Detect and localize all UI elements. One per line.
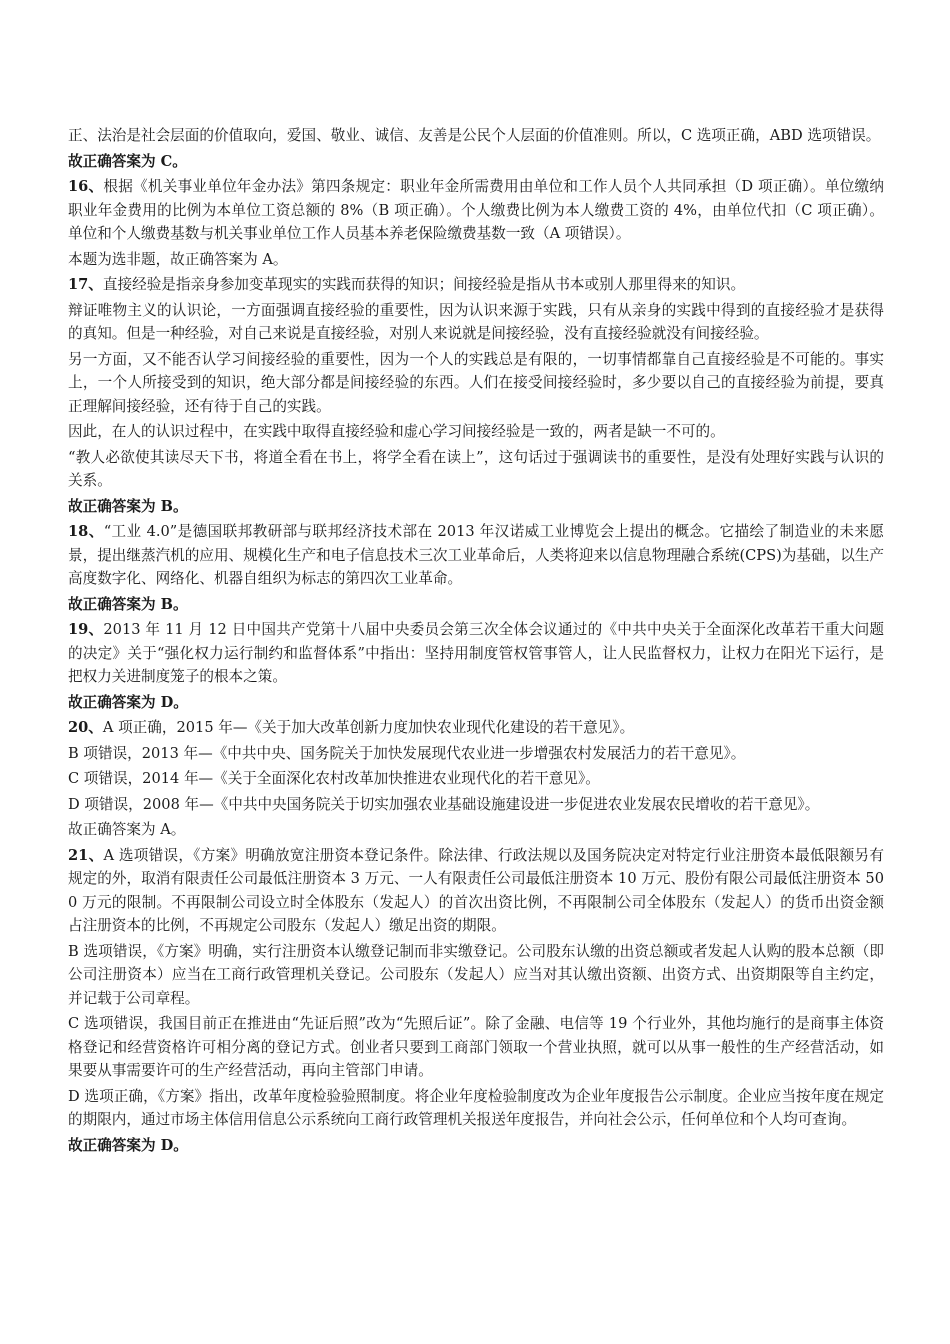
- question-item: [68, 520, 884, 591]
- question-text: 直接经验是指亲身参加变革现实的实践而获得的知识；间接经验是指从书本或别人那里得来的知识。: [102, 276, 746, 293]
- document-page: [68, 124, 884, 1159]
- paragraph: 正、法治是社会层面的价值取向，爱国、敬业、诚信、友善是公民个人层面的价值准则。所以，C 选项正确，ABD 选项错误。: [68, 127, 881, 144]
- question-text: “工业 4.0”是德国联邦教研部与联邦经济技术部在 2013 年汉诺威工业博览会上提出的概念。它描绘了制造业的未来愿景，提出继蒸汽机的应用、规模化生产和电子信息技术三次工业革命后，人类将迎来以信息物理融合系统(CPS)为基础，以生产高度数字化、网络化、机器自组织为标志的第四次工业革命。: [68, 523, 884, 587]
- question-text: A 选项错误，《方案》明确放宽注册资本登记条件。除法律、行政法规以及国务院决定对特定行业注册资本最低限额另有规定的外，取消有限责任公司最低注册资本 3 万元、一人有限责任公司最低注册资本 10 万元、股份有限公司最低注册资本 500 万元的限制。不再限制公司设立时全体股东（发起人）的首次出资比例，不再限制公司全体股东（发起人）的货币出资金额占注册资本的比例，不再规定公司股东（发起人）缴足出资的期限。: [68, 846, 884, 934]
- paragraph: 另一方面，又不能否认学习间接经验的重要性，因为一个人的实践总是有限的，一切事情都靠自己直接经验是不可能的。事实上，一个人所接受到的知识，绝大部分都是间接经验的东西。人们在接受间接经验时，多少要以自己的直接经验为前提，要真正理解间接经验，还有待于自己的实践。: [68, 350, 884, 415]
- question-text: A 项正确，2015 年—《关于加大改革创新力度加快农业现代化建设的若干意见》。: [102, 719, 635, 736]
- question-number: 18、: [68, 523, 104, 540]
- question-number: 21、: [68, 846, 104, 864]
- question-item: [68, 844, 884, 938]
- answer-line: 故正确答案为 B。: [68, 595, 188, 613]
- question-number: 17、: [68, 276, 103, 293]
- paragraph: B 选项错误，《方案》明确，实行注册资本认缴登记制而非实缴登记。公司股东认缴的出资总额或者发起人认购的股本总额（即公司注册资本）应当在工商行政管理机关登记。公司股东（发起人）应当对其认缴出资额、出资方式、出资期限等自主约定，并记载于公司章程。: [68, 942, 884, 1007]
- paragraph: 本题为选非题，故正确答案为 A。: [68, 250, 288, 268]
- question-item: [68, 618, 884, 689]
- answer-line: 故正确答案为 B。: [68, 497, 188, 515]
- paragraph: 辩证唯物主义的认识论，一方面强调直接经验的重要性，因为认识来源于实践，只有从亲身的实践中得到的直接经验才是获得的真知。但是一种经验，对自己来说是直接经验，对别人来说就是间接经验，没有直接经验就没有间接经验。: [68, 301, 884, 342]
- question-item: [68, 175, 884, 246]
- paragraph: C 选项错误，我国目前正在推进由“先证后照”改为“先照后证”。除了金融、电信等 19 个行业外，其他均施行的是商事主体资格登记和经营资格许可相分离的登记方式。创业者只要到工商部门领取一个营业执照，就可以从事一般性的生产经营活动，如果要从事需要许可的生产经营活动，再向主管部门申请。: [68, 1015, 884, 1079]
- question-text: 根据《机关事业单位年金办法》第四条规定：职业年金所需费用由单位和工作人员个人共同承担（D 项正确）。单位缴纳职业年金费用的比例为本单位工资总额的 8%（B 项正确）。个人缴费比例为本人缴费工资的 4%，由单位代扣（C 项正确）。单位和个人缴费基数与机关事业单位工作人员基本养老保险缴费基数一致（A 项错误）。: [68, 178, 884, 242]
- paragraph: B 项错误，2013 年—《中共中央、国务院关于加快发展现代农业进一步增强农村发展活力的若干意见》。: [68, 744, 746, 762]
- question-item: [68, 716, 884, 740]
- question-number: 16、: [68, 178, 104, 195]
- question-number: 19、: [68, 621, 104, 638]
- paragraph: “教人必欲使其读尽天下书，将道全看在书上，将学全看在读上”，这句话过于强调读书的重要性，是没有处理好实践与认识的关系。: [68, 448, 884, 489]
- question-text: 2013 年 11 月 12 日中国共产党第十八届中央委员会第三次全体会议通过的《中共中央关于全面深化改革若干重大问题的决定》关于“强化权力运行制约和监督体系”中指出：坚持用制度管权管事管人，让人民监督权力，让权力在阳光下运行，是把权力关进制度笼子的根本之策。: [68, 621, 885, 685]
- answer-line: 故正确答案为 A。: [68, 821, 186, 838]
- question-item: [68, 273, 884, 297]
- question-number: 20、: [68, 719, 103, 736]
- paragraph: C 项错误，2014 年—《关于全面深化农村改革加快推进农业现代化的若干意见》。: [68, 770, 600, 787]
- paragraph: 因此，在人的认识过程中，在实践中取得直接经验和虚心学习间接经验是一致的，两者是缺一不可的。: [68, 423, 725, 440]
- answer-line: 故正确答案为 D。: [68, 1136, 188, 1154]
- answer-line: 故正确答案为 D。: [68, 693, 188, 711]
- paragraph: D 项错误，2008 年—《中共中央国务院关于切实加强农业基础设施建设进一步促进农业发展农民增收的若干意见》。: [68, 795, 820, 813]
- answer-line: 故正确答案为 C。: [68, 152, 187, 170]
- paragraph: D 选项正确，《方案》指出，改革年度检验验照制度。将企业年度检验制度改为企业年度报告公示制度。企业应当按年度在规定的期限内，通过市场主体信用信息公示系统向工商行政管理机关报送年度报告，并向社会公示，任何单位和个人均可查询。: [68, 1087, 884, 1128]
